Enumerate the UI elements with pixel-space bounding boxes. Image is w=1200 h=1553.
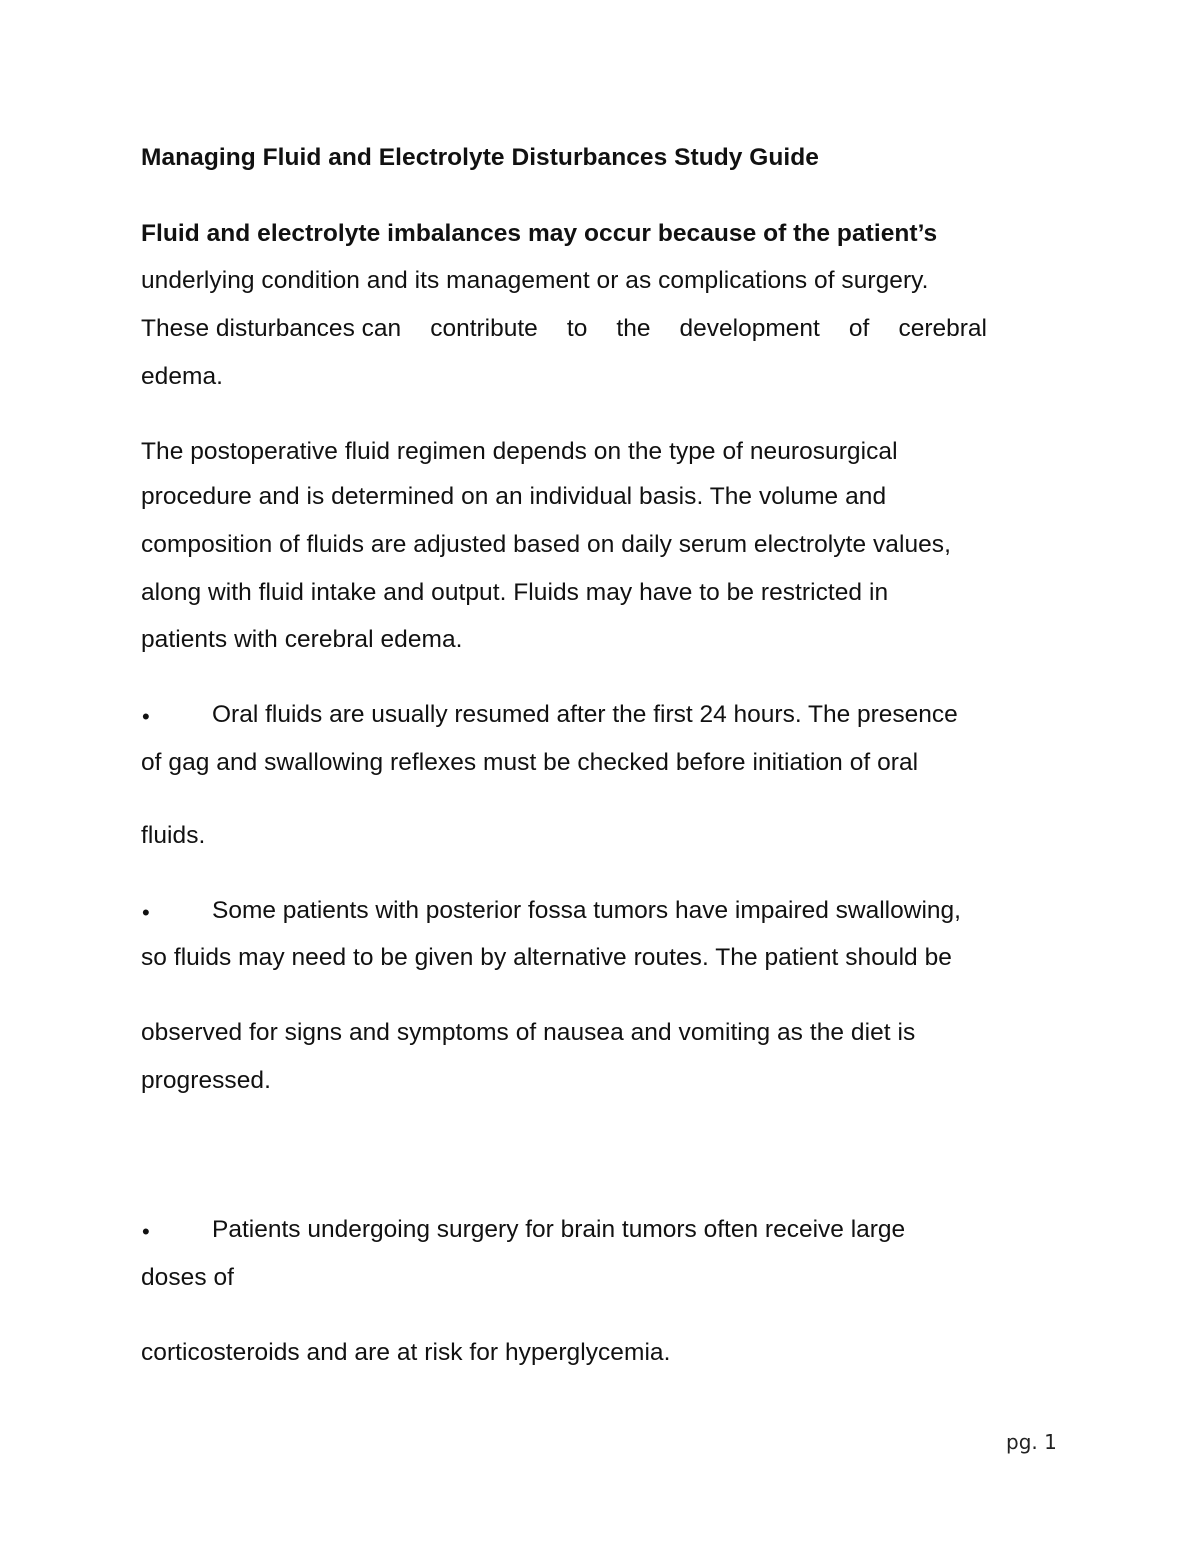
intro-line: edema. xyxy=(141,363,224,390)
intro-word: the xyxy=(616,315,651,342)
bullet-continuation: progressed. xyxy=(141,1067,271,1094)
bullet-marker: • xyxy=(142,704,150,729)
intro-line: underlying condition and its management or as complications of surgery. xyxy=(141,267,929,294)
paragraph-line: along with fluid intake and output. Fluids may have to be restricted in xyxy=(141,579,889,606)
paragraph-line: The postoperative fluid regimen depends on the type of neurosurgical xyxy=(141,438,898,465)
bullet-continuation: so fluids may need to be given by alternative routes. The patient should be xyxy=(141,944,952,971)
bullet-continuation: of gag and swallowing reflexes must be checked before initiation of oral xyxy=(141,749,919,776)
intro-word: to xyxy=(566,315,588,342)
paragraph-line: patients with cerebral edema. xyxy=(141,626,463,653)
intro-word: These disturbances can xyxy=(141,315,402,342)
bullet-continuation: fluids. xyxy=(141,822,206,849)
bullet-item-3: Patients undergoing surgery for brain tumors often receive large xyxy=(212,1216,906,1243)
bullet-continuation: corticosteroids and are at risk for hyperglycemia. xyxy=(141,1339,671,1366)
intro-justified-line xyxy=(141,314,987,344)
intro-word: development xyxy=(679,315,820,342)
bullet-marker: • xyxy=(142,1219,150,1244)
bullet-item-2: Some patients with posterior fossa tumors have impaired swallowing, xyxy=(212,897,961,924)
page-number: pg. 1 xyxy=(1006,1430,1057,1454)
document-title: Managing Fluid and Electrolyte Disturbances Study Guide xyxy=(141,144,819,171)
intro-word: contribute xyxy=(430,315,538,342)
bullet-item-1: Oral fluids are usually resumed after the first 24 hours. The presence xyxy=(212,701,958,728)
bullet-marker: • xyxy=(142,900,150,925)
bullet-continuation: observed for signs and symptoms of nausea and vomiting as the diet is xyxy=(141,1019,916,1046)
bullet-continuation: doses of xyxy=(141,1264,235,1291)
paragraph-line: procedure and is determined on an individual basis. The volume and xyxy=(141,483,887,510)
paragraph-line: composition of fluids are adjusted based on daily serum electrolyte values, xyxy=(141,531,951,558)
intro-word: cerebral xyxy=(898,315,987,342)
intro-word: of xyxy=(848,315,870,342)
intro-line: Fluid and electrolyte imbalances may occur because of the patient’s xyxy=(141,220,938,247)
